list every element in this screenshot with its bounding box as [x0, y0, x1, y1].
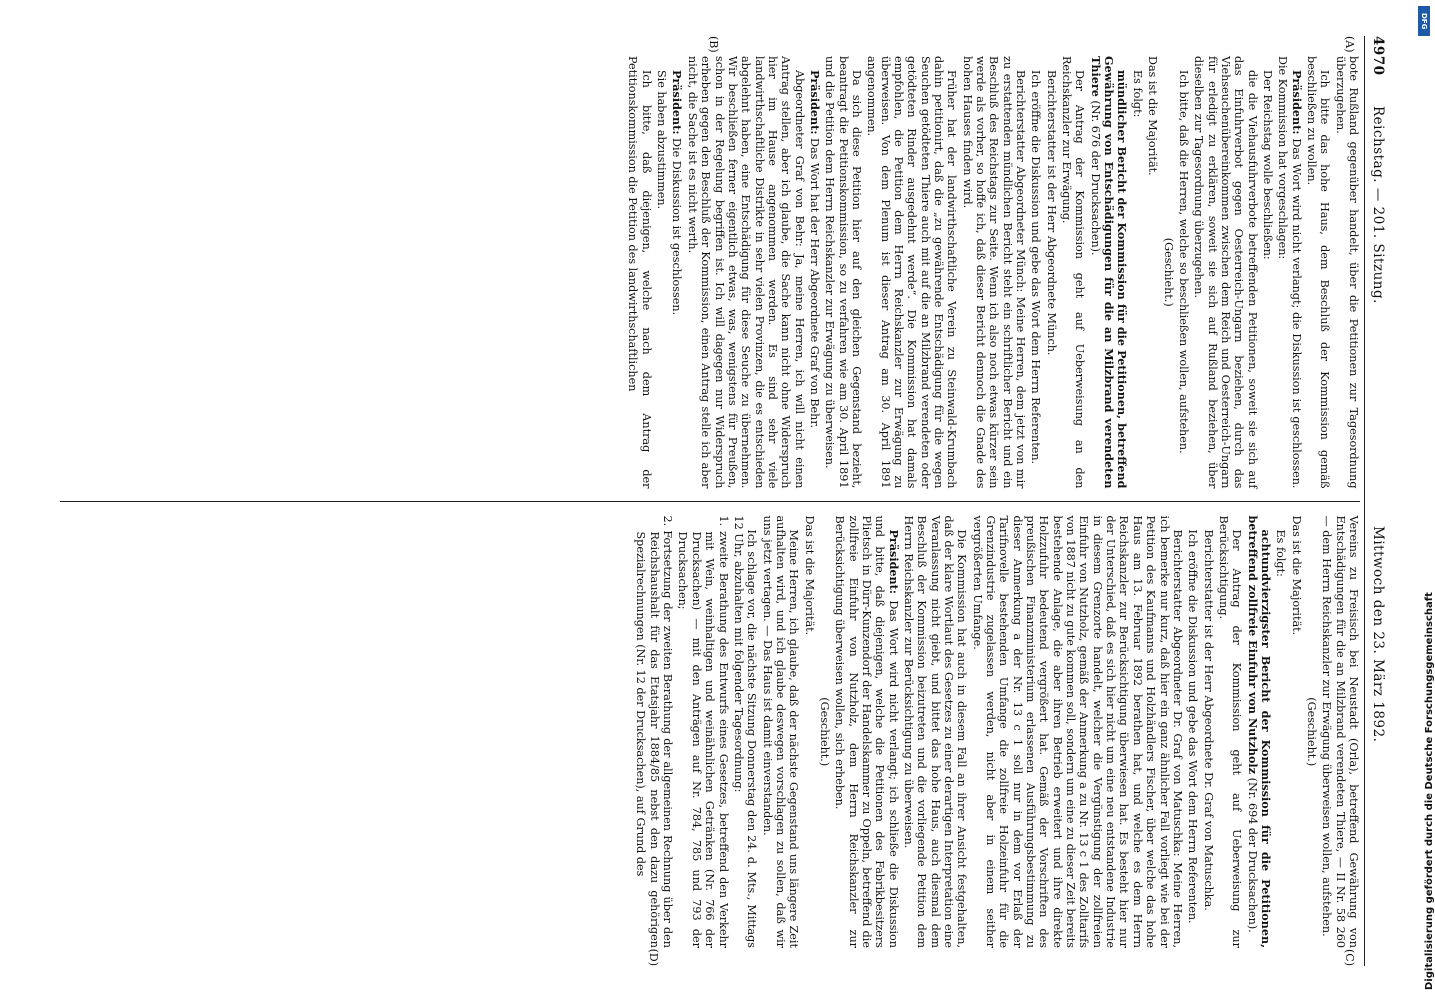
- paragraph: [670, 56, 683, 489]
- paragraph: [970, 516, 1184, 949]
- paragraph: [1320, 516, 1360, 949]
- paragraph: [1044, 56, 1057, 489]
- paragraph-text: Früher hat der landwirthschaftliche Verein zu Steinwald-Krumbach dahin petitionirt, daß die „zu gewährende Entschädigung für die wegen Seuchen getödteten Thiere auch mit auf die an Milzbrand verendeten oder getödteten Rinder ausgedehnt werde“. Die Kommission hat damals empfohlen, die Petition dem Herrn Reichskanzler zur Erwägung zu überweisen. Von dem Plenum ist dieser Antrag am 30. April 1891 angenommen.: [865, 56, 959, 489]
- paragraph-text: Das ist die Majorität.: [1289, 515, 1303, 636]
- paragraph: [626, 56, 653, 489]
- paragraph: [960, 56, 1027, 489]
- paragraph: [1289, 516, 1302, 949]
- paragraph-text: 1. zweite Berathung des Entwurfs eines Gesetzes, betreffend den Verkehr mit Wein, weinhaltigen und weinähnlichen Getränken (Nr. 766 der Drucksachen) — mit den Anträgen auf Nr. 784, 785 und 793 der Drucksachen;: [676, 515, 730, 948]
- margin-marker-a: (A): [1343, 36, 1356, 53]
- paragraph-text: 2. Fortsetzung der zweiten Berathung der allgemeinen Rechnung über den Reichshaushalt für das Etatsjahr 1884/85 nebst den dazu gehörigen Spezialrechnungen (Nr. 12 der Drucksachen), auf Grund des: [634, 515, 675, 948]
- paragraph: [818, 516, 831, 949]
- paragraph: [808, 56, 821, 489]
- paragraph: [1177, 56, 1190, 489]
- paragraph-text: Der Antrag der Kommission geht auf Ueberweisung an den Reichskanzler zur Erwägung.: [1060, 56, 1087, 489]
- header-left: Reichstag. — 201. Sitzung.: [1370, 106, 1386, 304]
- paragraph: [1146, 56, 1159, 489]
- paragraph-text: Ich schlage vor, die nächste Sitzung Donnerstag den 24. d. Mts., Mittags 12 Uhr, abzuhalten mit folgender Tagesordnung:: [731, 515, 759, 948]
- paragraph: [1305, 516, 1318, 949]
- right-column: [60, 501, 1360, 967]
- paragraph: [760, 516, 800, 949]
- margin-marker-d: (D): [647, 948, 660, 966]
- paragraph-text: Das ist die Majorität.: [1146, 56, 1160, 176]
- paragraph: [1186, 516, 1199, 949]
- paragraph: [1201, 516, 1214, 949]
- paragraph: [902, 516, 969, 949]
- paragraph: [823, 56, 863, 489]
- paragraph: [686, 56, 806, 489]
- paragraph-text: (Geschieht.): [817, 697, 831, 767]
- text-columns: [60, 36, 1360, 966]
- paragraph-text: (Nr. 676 der Drucksachen).: [1088, 96, 1102, 256]
- paragraph-text: Berichterstatter ist der Herr Abgeordnete Münch.: [1044, 70, 1058, 356]
- bold-lead: Präsident:: [1289, 70, 1304, 135]
- paragraph: [1274, 516, 1287, 949]
- paragraph-text: Ich bitte das hohe Haus, dem Beschluß der Kommission gemäß beschließen zu wollen.: [1304, 56, 1332, 489]
- bold-lead: Präsident:: [807, 70, 822, 135]
- bold-lead: mündlicher Bericht der Kommission für die Petitionen, betreffend Gewährung von Entschädigungen für die an Milzbrand verendeten Thiere: [1088, 56, 1130, 489]
- paragraph-text: (Geschieht.): [1304, 697, 1318, 767]
- paragraph: [634, 516, 674, 949]
- margin-marker-c: (C): [1343, 949, 1356, 966]
- paragraph: [865, 56, 958, 489]
- paragraph: [1333, 56, 1360, 489]
- paragraph: [1217, 516, 1244, 949]
- paragraph-text: Die Kommission hat auch in diesem Fall an ihrer Ansicht festgehalten, daß der klare Wortlaut des Gesetzes zu einer derartigen Interpretation eine Veranlassung nicht giebt, und bittet das hohe Haus, auch diesmal dem Beschluß der Kommission beizutreten und die vorliegende Petition dem Herrn Reichskanzler zur Berücksichtigung zu überweisen.: [902, 515, 969, 948]
- paragraph-text: Abgeordneter Graf von Behr: Ja, meine Herren, ich will nicht einen Antrag stellen, aber ich glaube, die Sache kann nicht ohne Widerspruch hier im Hause angenommen werden. Es sind sehr viele landwirthschaftliche Distrikte in sehr vielen Provinzen, die es entschieden abgelehnt haben, eine Entschädigung für diese Seuche zu übernehmen. Wir beschließen ferner eigentlich etwas, was, wenigstens für Preußen, schon in der Regelung begriffen ist. Ich will dagegen nur Widerspruch erheben gegen den Beschluß der Kommission, einen Antrag stelle ich aber nicht, die Sache ist es nicht werth.: [685, 56, 806, 489]
- paragraph: [676, 516, 729, 949]
- left-column: [60, 36, 1360, 501]
- paragraph-text: Das Wort wird nicht verlangt; ich schließe die Diskussion und bitte, daß diejenigen, welche die Petitionen des Fabrikbesitzers Plietsch in Dürr-Kunzendorf der Handelskammer zu Oppeln, betreffend die zollfreie Einfuhr von Nutzholz, dem Herrn Reichskanzler zur Berücksichtigung überweisen wollen, sich erheben.: [833, 515, 900, 948]
- paragraph: [732, 516, 759, 949]
- paragraph-text: Die Diskussion ist geschlossen.: [670, 134, 684, 316]
- paragraph: [1305, 56, 1332, 489]
- paragraph-text: Ich bitte, daß die Herren, welche so beschließen wollen, aufstehen.: [1176, 70, 1190, 454]
- paragraph: [1029, 56, 1042, 489]
- paragraph-text: Vereins zu Freisisch bei Neustadt (Orla), betreffend Gewährung von Entschädigungen für die an Milzbrand verendeten Thiere, — II Nr. 58 260 — dem Herrn Reichskanzler zur Erwägung überweisen wollen, aufstehen.: [1320, 515, 1360, 948]
- paragraph-text: Da sich diese Petition hier auf den gleichen Gegenstand bezieht, beantragt die Petitionskommission, so zu verfahren wie am 30. April 1891 und die Petition dem Herrn Reichskanzler zur Erwägung zu überweisen.: [823, 56, 863, 489]
- paragraph-text: Das Wort wird nicht verlangt; die Diskussion ist geschlossen. Die Kommission hat vorgeschlagen:: [1276, 56, 1303, 489]
- paragraph: [1245, 516, 1272, 949]
- bold-lead: Präsident:: [886, 529, 901, 594]
- paragraph-text: Der Reichstag wolle beschließen:: [1260, 70, 1274, 260]
- paragraph-text: Meine Herren, ich glaube, daß der nächste Gegenstand uns längere Zeit aufhalten wird, und ich glaube deswegen vorschlagen zu sollen, daß wir uns jetzt vertagen. — Das Haus ist damit einverstanden.: [760, 515, 801, 948]
- paragraph-text: Es folgt:: [1274, 529, 1288, 577]
- page-number: 4970: [1370, 36, 1386, 76]
- paragraph-text: Das Wort hat der Herr Abgeordnete Graf von Behr.: [807, 134, 821, 429]
- paragraph-text: Ich eröffne die Diskussion und gebe das Wort dem Herrn Referenten.: [1186, 529, 1200, 924]
- header-right: Mittwoch den 23. März 1892.: [1370, 526, 1386, 743]
- page-header: [1364, 36, 1386, 966]
- paragraph: [655, 56, 668, 489]
- paragraph-text: die die Viehausfuhrverbote betreffenden Petitionen, soweit sie sich auf das Einfuhrverbot gegen Oesterreich-Ungarn beziehen, durch das Viehseuchenübereinkommen zwischen dem Reich und Oesterreich-Ungarn für erledigt zu erklären, soweit sie sich auf Rußland beziehen, über dieselben zur Tagesordnung überzugehen.: [1192, 56, 1259, 489]
- paragraph-text: Berichterstatter Abgeordneter Dr. Graf von Matuschka: Meine Herren, ich bemerke nur kurz, daß hier ein ganz ähnlicher Fall vorliegt wie bei der Petition des Kaufmanns und Holzhändlers Fischer, über welche das hohe Haus am 13. Februar 1892 berathen hat, und welche es dem Herrn Reichskanzler zur Berücksichtigung überwiesen hat. Es besteht hier nur der Unterschied, daß es sich hier nicht um eine neu entstandene Industrie in diesem Grenzorte handelt, welcher die Vergünstigung der zollfreien Einfuhr von Nutzholz, gemäß der Anmerkung a zu Nr. 13 c 1 des Zolltarifs von 1887 nicht zu gute kommen soll, sondern um eine zu dieser Zeit bereits bestehende Anlage, die aber ihren Betrieb erweitert und ihre direkte Holzzufuhr bedeutend vergrößert hat. Gemäß der Vorschriften des preußischen Finanzministerium erlassenen Ausführungsbestimmung zu dieser Anmerkung a der Nr. 13 c 1 soll nur in dem vor Erlaß der Tarifnovelle bestehenden Umfange die zollfreie Holzeinfuhr für die Grenzindustrie zugelassen werden, nicht aber in einem seither vergrößerten Umfange.: [970, 515, 1184, 948]
- paragraph: [802, 516, 815, 949]
- paragraph: [1192, 56, 1259, 489]
- paragraph-text: Sie haben abzustimmen.: [655, 70, 669, 210]
- paragraph: [1276, 56, 1303, 489]
- paragraph-text: Das ist die Majorität.: [802, 515, 816, 636]
- paragraph: [833, 516, 900, 949]
- paragraph-text: Es folgt:: [1130, 70, 1144, 118]
- bold-lead: achtundvierzigster Bericht der Kommission für die Petitionen, betreffend zollfreie Einfuhr von Nutzholz: [1245, 515, 1273, 948]
- bold-lead: Präsident:: [670, 70, 685, 135]
- paragraph-text: Ich eröffne die Diskussion und gebe das Wort dem Herrn Referenten.: [1029, 70, 1043, 465]
- paragraph: [1261, 56, 1274, 489]
- dfg-logo: DFG: [1418, 6, 1430, 36]
- paragraph: [1088, 56, 1128, 489]
- paragraph-text: bote Rußland gegenüber handelt, über die Petitionen zur Tagesordnung überzugehen.: [1333, 56, 1360, 489]
- paragraph-text: Berichterstatter ist der Herr Abgeordnete Dr. Graf von Matuschka.: [1201, 529, 1215, 911]
- paragraph-text: Ich bitte, daß diejenigen, welche nach dem Antrag der Petitionskommission die Petition des landwirthschaftlichen: [626, 56, 653, 489]
- paragraph-text: Der Antrag der Kommission geht auf Ueberweisung zur Berücksichtigung.: [1216, 515, 1244, 948]
- dfg-side-note: Digitalisierung gefördert durch die Deutsche Forschungsgemeinschaft: [1424, 592, 1435, 990]
- paragraph: [1161, 56, 1174, 489]
- paragraph-text: (Nr. 694 der Drucksachen).: [1245, 774, 1259, 933]
- margin-marker-b: (B): [707, 36, 720, 53]
- paragraph-text: (Geschieht.): [1161, 237, 1175, 307]
- paragraph-text: Berichterstatter Abgeordneter Münch: Meine Herren, dem jetzt von mir zu erstattenden mündlichen Bericht steht ein schriftlicher Bericht und ein Beschluß des Reichstags zur Seite. Wenn ich also noch etwas kürzer sein werde als vorher, so hoffe ich, daß dieser Bericht dennoch die Gnade des hohen Hauses finden wird.: [960, 56, 1028, 489]
- paragraph: [1131, 56, 1144, 489]
- paragraph: [1060, 56, 1087, 489]
